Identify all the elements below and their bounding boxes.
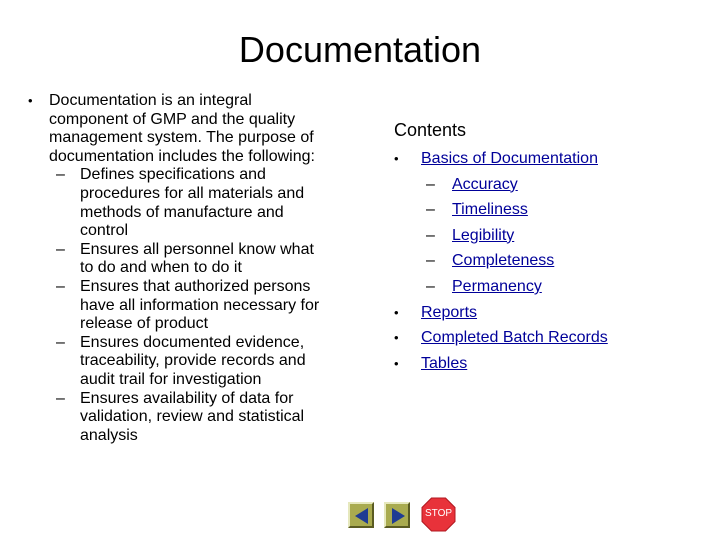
sub-bullet-documented-evidence bbox=[22, 334, 362, 390]
bullet-marker: • bbox=[394, 151, 399, 166]
bullet-marker: • bbox=[28, 93, 33, 108]
text-line: to do and when to do it bbox=[80, 259, 242, 277]
text-line: Ensures all personnel know what bbox=[80, 240, 314, 258]
text-line: Ensures that authorized persons bbox=[80, 277, 311, 295]
next-slide-button[interactable] bbox=[384, 502, 410, 528]
contents-heading: Contents bbox=[394, 120, 467, 140]
text-line: Documentation is an integral bbox=[49, 92, 252, 109]
text-line: documentation includes the following: bbox=[49, 147, 315, 165]
contents-subitem-timeliness bbox=[392, 197, 692, 223]
text-line: procedures for all materials and bbox=[80, 184, 305, 202]
text-line: Ensures availability of data for bbox=[80, 389, 294, 407]
bullet-marker: • bbox=[394, 304, 399, 320]
text-line: have all information necessary for bbox=[80, 296, 320, 314]
slide-title: Documentation bbox=[238, 29, 482, 70]
contents-item-reports bbox=[392, 300, 692, 326]
text-line: methods of manufacture and bbox=[80, 203, 284, 221]
sub-bullet-personnel bbox=[22, 241, 362, 278]
bullet-marker: • bbox=[394, 330, 399, 346]
contents-subitem-permanency bbox=[392, 274, 692, 300]
dash-marker: – bbox=[56, 277, 65, 295]
contents-subitem-completeness bbox=[392, 248, 692, 274]
text-line: management system. The purpose of bbox=[49, 129, 314, 147]
previous-slide-button[interactable] bbox=[348, 502, 374, 528]
text-line: analysis bbox=[80, 426, 138, 444]
text-line: control bbox=[80, 222, 129, 240]
contents-item-basics bbox=[392, 146, 692, 172]
link-completed-batch-records[interactable]: Completed Batch Records bbox=[421, 329, 608, 347]
dash-marker: – bbox=[56, 240, 65, 258]
left-arrow-icon bbox=[353, 507, 371, 525]
text-line: component of GMP and the quality bbox=[49, 110, 296, 128]
link-legibility[interactable]: Legibility bbox=[452, 226, 515, 244]
dash-marker: – bbox=[426, 277, 435, 295]
contents-list bbox=[392, 146, 692, 376]
contents-item-tables bbox=[392, 351, 692, 377]
dash-marker: – bbox=[426, 252, 435, 270]
link-permanency[interactable]: Permanency bbox=[452, 277, 542, 295]
dash-marker: – bbox=[56, 389, 65, 407]
link-reports[interactable]: Reports bbox=[421, 303, 478, 321]
dash-marker: – bbox=[56, 333, 65, 351]
sub-bullet-data-availability bbox=[22, 390, 362, 446]
text-line: release of product bbox=[80, 315, 209, 333]
contents-subitem-legibility bbox=[392, 223, 692, 249]
link-timeliness[interactable]: Timeliness bbox=[452, 201, 528, 219]
left-bullet-list bbox=[22, 92, 362, 445]
contents-subitem-accuracy bbox=[392, 172, 692, 198]
sub-bullet-specifications bbox=[22, 166, 362, 240]
dash-marker: – bbox=[56, 166, 65, 184]
text-line: Defines specifications and bbox=[80, 166, 266, 184]
stop-button[interactable] bbox=[421, 497, 456, 532]
dash-marker: – bbox=[426, 201, 435, 219]
text-line: audit trail for investigation bbox=[80, 370, 262, 388]
sub-bullet-authorized-persons bbox=[22, 278, 362, 334]
text-line: validation, review and statistical bbox=[80, 408, 305, 426]
contents-item-batch-records bbox=[392, 325, 692, 351]
link-basics-of-documentation[interactable]: Basics of Documentation bbox=[421, 150, 598, 167]
dash-marker: – bbox=[426, 175, 435, 193]
bullet-marker: • bbox=[394, 355, 399, 371]
stop-label: STOP bbox=[424, 508, 453, 519]
right-arrow-icon bbox=[389, 507, 407, 525]
link-accuracy[interactable]: Accuracy bbox=[452, 175, 518, 193]
link-completeness[interactable]: Completeness bbox=[452, 252, 555, 270]
dash-marker: – bbox=[426, 226, 435, 244]
text-line: traceability, provide records and bbox=[80, 352, 306, 370]
main-bullet bbox=[22, 92, 362, 166]
text-line: Ensures documented evidence, bbox=[80, 333, 305, 351]
link-tables[interactable]: Tables bbox=[421, 354, 468, 372]
